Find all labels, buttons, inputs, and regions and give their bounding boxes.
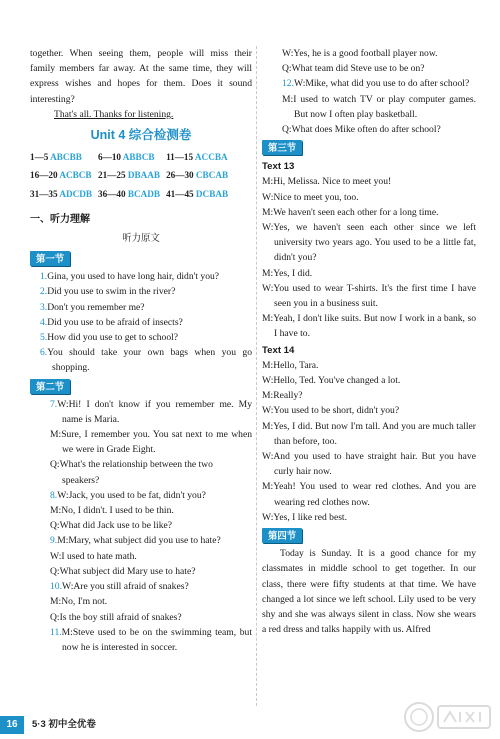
page-footer bbox=[0, 716, 140, 734]
answer-cell: 41—45 DCBAB bbox=[166, 188, 229, 199]
dialogue-question: Q:What does Mike often do after school? bbox=[282, 124, 441, 136]
part-badge: 第二节 bbox=[30, 379, 70, 394]
dialogue-line: M:Yeah, I don't like suits. But now I work in a bank, so I have to. bbox=[262, 313, 476, 340]
question-item: 2.Did you use to swim in the river? bbox=[40, 286, 176, 298]
brand-name: 5·3 初中全优卷 bbox=[32, 719, 96, 730]
answer-cell: 26—30 CBCAB bbox=[166, 170, 229, 181]
dialogue-line: M:We haven't seen each other for a long time. bbox=[262, 206, 439, 218]
dialogue-line: W:Yes, he is a good football player now. bbox=[282, 48, 438, 59]
dialogue-line: M:Hi, Melissa. Nice to meet you! bbox=[262, 176, 392, 188]
column-divider bbox=[256, 46, 257, 706]
dialogue-question: Q:What did Jack use to be like? bbox=[50, 520, 173, 532]
text-heading: Text 14 bbox=[262, 344, 295, 356]
dialogue-line: 12.W:Mike, what did you use to do after school? bbox=[282, 78, 470, 90]
dialogue-line: M:Yes, I did. bbox=[262, 267, 313, 279]
answer-row bbox=[30, 167, 234, 185]
question-item: 6.You should take your own bags when you go shopping. bbox=[40, 347, 252, 374]
part-badge: 第三节 bbox=[262, 140, 302, 155]
intro-paragraph: together. When seeing them, people will miss their family members far away. At the same time, they will express wishes and hopes for them. Does it sound interesting? bbox=[30, 48, 252, 105]
dialogue-question: Q:Is the boy still afraid of snakes? bbox=[50, 611, 182, 623]
answer-cell: 1—5 ABCBB bbox=[30, 152, 82, 163]
dialogue-line: M:I used to watch TV or play computer games. But now I often play basketball. bbox=[282, 93, 476, 120]
right-column bbox=[262, 46, 476, 637]
dialogue-line: 8.W:Jack, you used to be fat, didn't you? bbox=[50, 489, 206, 501]
dialogue-line: 9.M:Mary, what subject did you use to hate? bbox=[50, 535, 221, 547]
answer-cell: 36—40 BCADB bbox=[98, 188, 161, 199]
answer-cell: 11—15 ACCBA bbox=[166, 152, 228, 163]
watermark-stamp-icon bbox=[402, 700, 494, 734]
text-heading: Text 13 bbox=[262, 161, 295, 173]
part-badge: 第一节 bbox=[30, 251, 70, 266]
dialogue-question: Q:What subject did Mary use to hate? bbox=[50, 565, 196, 577]
dialogue-line: M:No, I didn't. I used to be thin. bbox=[50, 505, 174, 517]
left-column bbox=[30, 46, 252, 655]
dialogue-line: W:Nice to meet you, too. bbox=[262, 191, 359, 203]
dialogue-question: Q:What's the relationship between the two speakers? bbox=[50, 459, 213, 486]
page-number: 16 bbox=[0, 716, 24, 734]
question-item: 5.How did you use to get to school? bbox=[40, 332, 179, 344]
dialogue-line: M:Really? bbox=[262, 390, 303, 402]
dialogue-line: M:No, I'm not. bbox=[50, 596, 108, 608]
section-heading: 一、听力理解 bbox=[30, 213, 90, 225]
dialogue-line: W:Yes, we haven't seen each other since we left university two years ago. You used to be a little fat, didn't you? bbox=[262, 222, 476, 264]
dialogue-line: W:You used to be short, didn't you? bbox=[262, 405, 400, 417]
dialogue-line: W:And you used to have straight hair. But you have curly hair now. bbox=[262, 451, 476, 478]
unit-title: Unit 4 综合检测卷 bbox=[90, 128, 192, 143]
answer-row bbox=[30, 149, 234, 167]
passage-paragraph: Today is Sunday. It is a good chance for my classmates in middle school to get together. In our class, there were fifty students at that time. We have changed a lot since we left school. Lily used to be very shy and she was always silent in class. Now she wears a red dress and talks happily with us. Alfred bbox=[262, 548, 476, 636]
question-item: 1.Gina, you used to have long hair, didn't you? bbox=[40, 271, 220, 283]
answer-row bbox=[30, 186, 234, 204]
question-item: 3.Don't you remember me? bbox=[40, 301, 145, 313]
answer-cell: 6—10 ABBCB bbox=[98, 152, 155, 163]
dialogue-question: Q:What team did Steve use to be on? bbox=[282, 63, 425, 75]
dialogue-line: M:Sure, I remember you. You sat next to me when we were in Grade Eight. bbox=[50, 429, 252, 456]
closing-line: That's all. Thanks for listening. bbox=[54, 108, 174, 120]
dialogue-line: M:Yes, I did. But now I'm tall. And you are much taller than before, too. bbox=[262, 420, 476, 447]
dialogue-line: M:Hello, Tara. bbox=[262, 359, 319, 371]
dialogue-line: W:You used to wear T-shirts. It's the first time I have seen you in a business suit. bbox=[262, 282, 476, 310]
answer-cell: 21—25 DBAAB bbox=[98, 170, 161, 181]
section-subheading: 听力原文 bbox=[122, 232, 160, 244]
part-badge: 第四节 bbox=[262, 528, 302, 543]
answer-cell: 31—35 ADCDB bbox=[30, 188, 93, 199]
dialogue-line: W:Hello, Ted. You've changed a lot. bbox=[262, 375, 401, 387]
dialogue-line: M:Yeah! You used to wear red clothes. And you are wearing red clothes now. bbox=[262, 481, 476, 508]
answer-cell: 16—20 ACBCB bbox=[30, 170, 92, 181]
dialogue-line: 10.W:Are you still afraid of snakes? bbox=[50, 581, 189, 593]
dialogue-line: 7.W:Hi! I don't know if you remember me. My name is Maria. bbox=[50, 398, 252, 425]
dialogue-line: W:I used to hate math. bbox=[50, 550, 137, 562]
question-item: 4.Did you use to be afraid of insects? bbox=[40, 316, 183, 328]
dialogue-line: W:Yes, I like red best. bbox=[262, 511, 347, 523]
dialogue-line: 11.M:Steve used to be on the swimming team, but now he is interested in soccer. bbox=[50, 626, 252, 653]
answer-key bbox=[30, 149, 234, 204]
